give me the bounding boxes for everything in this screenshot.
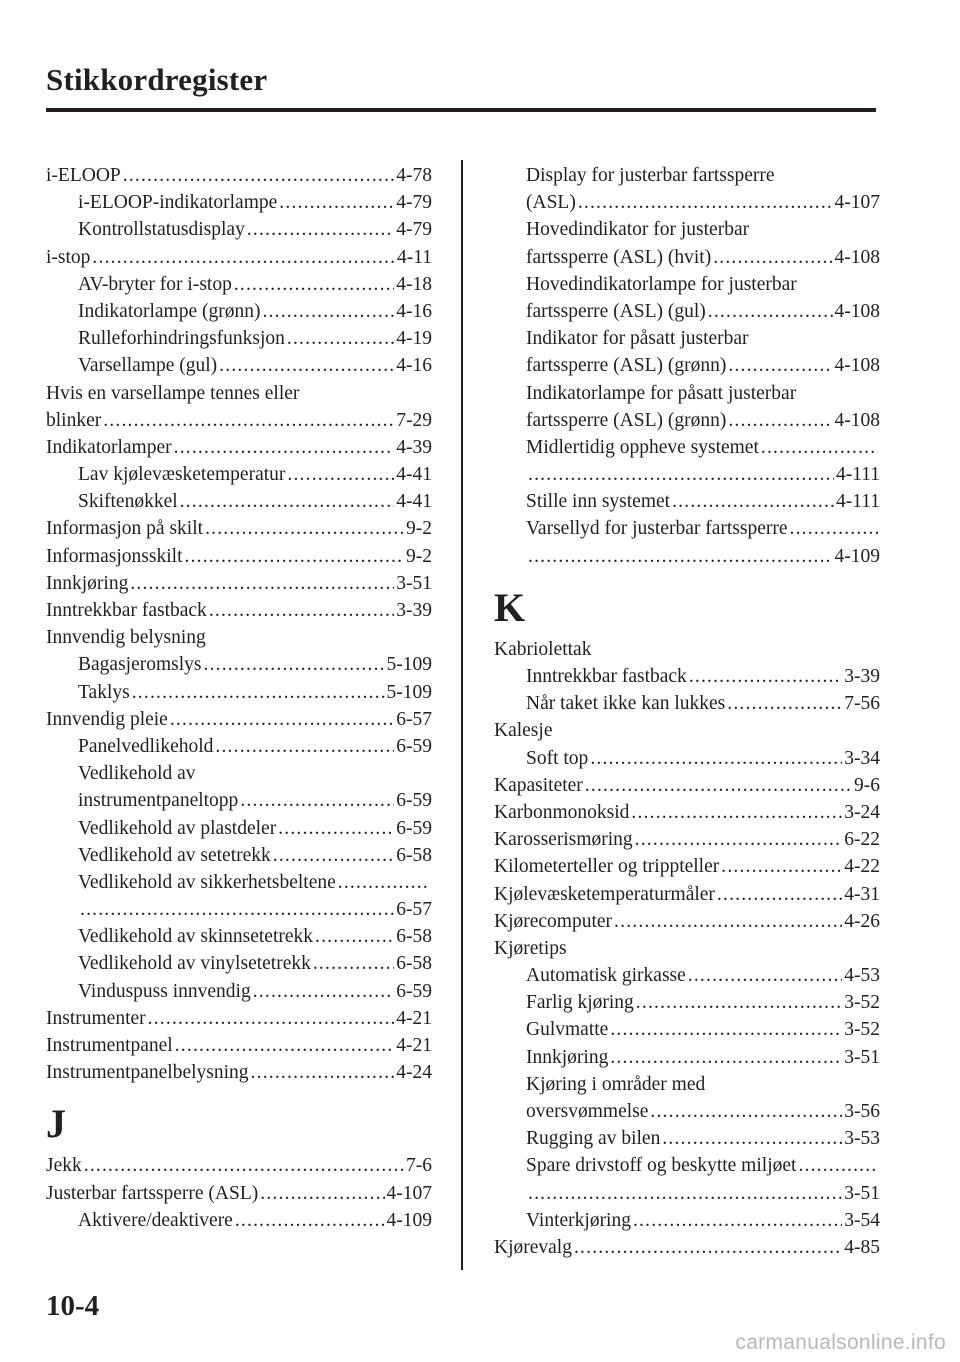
index-subentry <box>46 896 432 923</box>
dot-leader <box>761 434 878 461</box>
dot-leader <box>219 352 394 379</box>
index-entry <box>494 881 880 908</box>
dot-leader <box>631 799 842 826</box>
entry-text: Automatisk girkasse <box>526 965 686 987</box>
index-entry <box>494 826 880 853</box>
dot-leader <box>123 162 395 189</box>
page-reference: 5-109 <box>386 654 432 676</box>
index-entry <box>494 935 880 962</box>
dot-leader <box>203 651 384 678</box>
page-reference: 7-56 <box>844 693 880 715</box>
index-entry <box>46 1180 432 1207</box>
entry-text: Lav kjølevæsketemperatur <box>78 464 286 486</box>
index-subentry <box>494 962 880 989</box>
dot-leader <box>713 244 832 271</box>
page-reference: 4-39 <box>396 436 432 458</box>
index-entry <box>46 1032 432 1059</box>
page-reference: 3-34 <box>844 747 880 769</box>
page-reference: 9-2 <box>406 545 432 567</box>
page-number: 10-4 <box>46 1290 100 1322</box>
index-entry <box>494 636 880 663</box>
entry-text: Når taket ikke kan lukkes <box>526 693 726 715</box>
index-subentry <box>46 950 432 977</box>
dot-leader <box>790 515 878 542</box>
entry-text: Varsellampe (gul) <box>78 355 218 377</box>
page-reference: 3-39 <box>844 666 880 687</box>
dot-leader <box>528 543 833 570</box>
entry-text: Hovedindikator for justerbar <box>526 219 750 241</box>
entry-text: Midlertidig oppheve systemet <box>526 436 759 458</box>
index-entry <box>46 543 432 570</box>
index-letter-heading: J <box>46 1101 66 1147</box>
dot-leader <box>728 407 832 434</box>
page-reference: 4-31 <box>844 883 880 905</box>
dot-leader <box>251 1059 395 1086</box>
entry-text: Indikator for påsatt justerbar <box>526 328 749 350</box>
page-reference: 4-26 <box>844 910 880 932</box>
entry-text: i-ELOOP-indikatorlampe <box>78 192 278 214</box>
entry-text: Instrumentpanelbelysning <box>46 1062 249 1084</box>
dot-leader <box>205 515 404 542</box>
dot-leader <box>528 1180 842 1207</box>
index-subentry <box>46 651 432 678</box>
entry-text: Kjøring i områder med <box>526 1073 706 1095</box>
page-reference: 6-58 <box>396 844 432 866</box>
page-reference: 4-24 <box>396 1062 432 1084</box>
dot-leader <box>315 923 394 950</box>
index-subentry <box>494 434 880 461</box>
page-reference: 4-53 <box>844 965 880 987</box>
page-reference: 4-109 <box>386 1209 432 1231</box>
dot-leader <box>688 962 842 989</box>
page-reference: 6-58 <box>396 953 432 975</box>
index-entry <box>46 1059 432 1086</box>
index-entry <box>494 1234 880 1261</box>
entry-text: Instrumenter <box>46 1007 146 1029</box>
page-reference: 4-16 <box>396 355 432 377</box>
entry-text: Kjølevæsketemperaturmåler <box>494 883 715 905</box>
index-subentry <box>494 271 880 298</box>
index-subentry <box>494 325 880 352</box>
index-subentry <box>494 745 880 772</box>
index-subentry <box>494 352 880 379</box>
entry-text: Kalesje <box>494 720 553 742</box>
index-entry <box>46 1152 432 1179</box>
entry-text: Kapasiteter <box>494 774 583 796</box>
dot-leader <box>148 1005 395 1032</box>
page-reference: 4-41 <box>396 464 432 486</box>
dot-leader <box>313 950 394 977</box>
page-reference: 4-108 <box>834 246 880 268</box>
index-subentry <box>46 679 432 706</box>
dot-leader <box>92 244 395 271</box>
dot-leader <box>650 1098 842 1125</box>
page-reference: 6-59 <box>396 735 432 757</box>
index-subentry <box>46 787 432 814</box>
index-column-left <box>46 162 432 1234</box>
entry-text: Taklys <box>78 681 130 703</box>
index-subentry <box>494 461 880 488</box>
index-subentry <box>494 1207 880 1234</box>
entry-text: Innvendig belysning <box>46 627 206 649</box>
entry-text: fartssperre (ASL) (gul) <box>526 300 706 322</box>
dot-leader <box>130 570 394 597</box>
dot-leader <box>614 908 842 935</box>
index-subentry <box>46 216 432 243</box>
dot-leader <box>234 271 394 298</box>
entry-text: i-ELOOP <box>46 165 121 186</box>
dot-leader <box>235 1207 385 1234</box>
index-subentry <box>494 543 880 570</box>
page-reference: 4-21 <box>396 1007 432 1029</box>
page-reference: 6-58 <box>396 926 432 948</box>
entry-text: Vedlikehold av sikkerhetsbeltene <box>78 871 336 893</box>
index-letter-heading: K <box>494 584 526 630</box>
entry-text: fartssperre (ASL) (grønn) <box>526 409 727 431</box>
entry-text: AV-bryter for i-stop <box>78 273 232 295</box>
entry-text: (ASL) <box>526 192 576 214</box>
index-subentry <box>46 733 432 760</box>
entry-text: instrumentpaneltopp <box>78 790 239 812</box>
page-reference: 6-59 <box>396 790 432 812</box>
entry-text: Jekk <box>46 1155 82 1177</box>
page-reference: 4-19 <box>396 328 432 350</box>
entry-text: Vedlikehold av skinnsetetrekk <box>78 926 314 948</box>
index-entry <box>46 624 432 651</box>
index-entry <box>46 570 432 597</box>
entry-text: Inntrekkbar fastback <box>526 666 687 687</box>
entry-text: Spare drivstoff og beskytte miljøet <box>526 1155 797 1177</box>
dot-leader <box>689 663 842 690</box>
dot-leader <box>253 978 395 1005</box>
page-reference: 4-18 <box>396 273 432 295</box>
index-column-right <box>494 162 880 1261</box>
dot-leader <box>728 352 832 379</box>
dot-leader <box>662 1125 842 1152</box>
index-entry <box>494 908 880 935</box>
page-reference: 4-108 <box>834 409 880 431</box>
page-reference: 4-78 <box>396 165 432 186</box>
dot-leader <box>727 690 842 717</box>
dot-leader <box>175 1032 395 1059</box>
index-entry <box>46 162 432 189</box>
dot-leader <box>578 189 833 216</box>
entry-text: Skiftenøkkel <box>78 491 178 513</box>
dot-leader <box>209 597 394 624</box>
index-subentry <box>494 663 880 690</box>
index-entry <box>494 799 880 826</box>
entry-text: Kjørevalg <box>494 1236 572 1258</box>
page-reference: 4-41 <box>396 491 432 513</box>
dot-leader <box>247 216 394 243</box>
dot-leader <box>273 842 394 869</box>
dot-leader <box>717 881 842 908</box>
entry-text: oversvømmelse <box>526 1101 649 1122</box>
index-subentry <box>494 380 880 407</box>
dot-leader <box>798 1152 878 1179</box>
page-reference: 3-51 <box>844 1046 880 1068</box>
index-entry <box>46 244 432 271</box>
index-subentry <box>494 1125 880 1152</box>
page-reference: 3-39 <box>396 600 432 621</box>
index-entry <box>494 853 880 880</box>
dot-leader <box>708 298 833 325</box>
index-subentry <box>494 162 880 189</box>
entry-text: Aktivere/deaktivere <box>78 1209 233 1231</box>
entry-text: Vinterkjøring <box>526 1209 631 1231</box>
index-subentry <box>46 869 432 896</box>
dot-leader <box>574 1234 842 1261</box>
index-subentry <box>494 989 880 1016</box>
entry-text: Indikatorlampe for påsatt justerbar <box>526 382 797 404</box>
index-subentry <box>494 1044 880 1071</box>
dot-leader <box>278 815 394 842</box>
entry-text: fartssperre (ASL) (grønn) <box>526 355 727 377</box>
dot-leader <box>80 896 394 923</box>
index-subentry <box>46 815 432 842</box>
dot-leader <box>635 826 843 853</box>
watermark: carmanualsonline.info <box>735 1331 946 1354</box>
dot-leader <box>338 869 430 896</box>
entry-text: blinker <box>46 409 102 431</box>
entry-text: Varsellyd for justerbar fartssperre <box>526 518 788 540</box>
index-entry <box>46 380 432 407</box>
entry-text: Innvendig pleie <box>46 708 168 730</box>
dot-leader <box>180 488 395 515</box>
dot-leader <box>610 1044 842 1071</box>
page-reference: 3-53 <box>844 1128 880 1150</box>
dot-leader <box>279 189 394 216</box>
index-entry <box>46 706 432 733</box>
entry-text: Vedlikehold av plastdeler <box>78 817 277 839</box>
dot-leader <box>132 679 385 706</box>
dot-leader <box>610 1016 842 1043</box>
page-reference: 3-52 <box>844 1019 880 1041</box>
dot-leader <box>287 461 394 488</box>
entry-text: Justerbar fartssperre (ASL) <box>46 1182 259 1204</box>
index-subentry <box>494 298 880 325</box>
page-reference: 9-2 <box>406 518 432 540</box>
index-entry <box>46 407 432 434</box>
entry-text: Indikatorlampe (grønn) <box>78 300 261 322</box>
page-reference: 4-111 <box>835 464 880 486</box>
dot-leader <box>633 1207 842 1234</box>
index-entry <box>494 772 880 799</box>
index-entry <box>46 597 432 624</box>
index-subentry <box>46 325 432 352</box>
index-subentry <box>46 488 432 515</box>
entry-text: Farlig kjøring <box>526 992 634 1014</box>
entry-text: Rugging av bilen <box>526 1128 661 1150</box>
index-subentry <box>46 978 432 1005</box>
page-reference: 6-57 <box>396 708 432 730</box>
page-reference: 6-22 <box>844 829 880 851</box>
dot-leader <box>585 772 852 799</box>
index-subentry <box>46 1207 432 1234</box>
entry-text: Informasjonsskilt <box>46 545 183 567</box>
page-reference: 6-59 <box>396 817 432 839</box>
entry-text: Instrumentpanel <box>46 1035 173 1056</box>
page-reference: 6-57 <box>396 899 432 921</box>
index-subentry <box>46 298 432 325</box>
page-reference: 4-11 <box>396 246 432 268</box>
dot-leader <box>721 853 842 880</box>
entry-text: Informasjon på skilt <box>46 518 204 540</box>
dot-leader <box>262 298 394 325</box>
page-reference: 4-107 <box>834 192 880 214</box>
entry-text: Kjøretips <box>494 937 567 959</box>
entry-text: i-stop <box>46 246 91 268</box>
dot-leader <box>672 488 834 515</box>
index-entry <box>46 515 432 542</box>
dot-leader <box>185 543 405 570</box>
entry-text: Karbonmonoksid <box>494 801 630 823</box>
dot-leader <box>170 706 394 733</box>
page-reference: 3-51 <box>844 1182 880 1204</box>
dot-leader <box>260 1180 384 1207</box>
entry-text: Rulleforhindringsfunksjon <box>78 328 285 350</box>
page-reference: 3-54 <box>844 1209 880 1231</box>
entry-text: Innkjøring <box>526 1046 609 1068</box>
page-reference: 7-29 <box>396 409 432 431</box>
entry-text: Karosserismøring <box>494 829 633 851</box>
page-reference: 5-109 <box>386 681 432 703</box>
index-subentry <box>494 1180 880 1207</box>
dot-leader <box>590 745 842 772</box>
entry-text: Vinduspuss innvendig <box>78 980 251 1002</box>
page-reference: 9-6 <box>854 774 880 796</box>
entry-text: Vedlikehold av <box>78 763 196 785</box>
page-reference: 3-51 <box>396 572 432 594</box>
page-reference: 7-6 <box>406 1155 432 1177</box>
index-subentry <box>494 216 880 243</box>
page-reference: 4-16 <box>396 300 432 322</box>
entry-text: Hvis en varsellampe tennes eller <box>46 382 300 404</box>
page-reference: 4-21 <box>396 1035 432 1056</box>
dot-leader <box>103 407 394 434</box>
index-subentry <box>494 1071 880 1098</box>
index-subentry <box>494 690 880 717</box>
page-reference: 4-111 <box>835 491 880 513</box>
column-divider <box>461 160 463 1270</box>
dot-leader <box>215 733 394 760</box>
dot-leader <box>240 787 394 814</box>
entry-text: Vedlikehold av vinylsetetrekk <box>78 953 311 975</box>
page-reference: 4-108 <box>834 355 880 377</box>
index-entry <box>46 1005 432 1032</box>
page-reference: 3-52 <box>844 992 880 1014</box>
index-entry <box>494 717 880 744</box>
entry-text: Soft top <box>526 747 589 769</box>
page-reference: 4-108 <box>834 300 880 322</box>
page-title: Stikkordregister <box>46 62 268 97</box>
page-reference: 6-59 <box>396 980 432 1002</box>
index-subentry <box>494 1152 880 1179</box>
dot-leader <box>84 1152 404 1179</box>
entry-text: Indikatorlamper <box>46 436 172 458</box>
entry-text: Panelvedlikehold <box>78 735 214 757</box>
entry-text: Display for justerbar fartssperre <box>526 165 775 186</box>
entry-text: Vedlikehold av setetrekk <box>78 844 271 866</box>
entry-text: Kilometerteller og trippteller <box>494 856 720 878</box>
index-subentry <box>46 271 432 298</box>
entry-text: Gulvmatte <box>526 1019 609 1041</box>
index-subentry <box>494 244 880 271</box>
index-entry <box>46 434 432 461</box>
entry-text: Bagasjeromslys <box>78 654 202 676</box>
page-reference: 4-22 <box>844 856 880 878</box>
index-subentry <box>46 461 432 488</box>
page-reference: 4-85 <box>844 1236 880 1258</box>
page-reference: 4-79 <box>396 219 432 241</box>
index-subentry <box>494 1098 880 1125</box>
page-reference: 4-79 <box>396 192 432 214</box>
index-subentry <box>46 760 432 787</box>
index-subentry <box>46 352 432 379</box>
index-subentry <box>494 515 880 542</box>
dot-leader <box>287 325 394 352</box>
index-subentry <box>46 923 432 950</box>
index-subentry <box>494 488 880 515</box>
index-subentry <box>494 407 880 434</box>
dot-leader <box>636 989 842 1016</box>
entry-text: Innkjøring <box>46 572 129 594</box>
index-subentry <box>494 189 880 216</box>
entry-text: Inntrekkbar fastback <box>46 600 207 621</box>
entry-text: fartssperre (ASL) (hvit) <box>526 246 712 268</box>
page-reference: 3-24 <box>844 801 880 823</box>
entry-text: Kabriolettak <box>494 638 592 660</box>
header-rule <box>46 108 876 112</box>
page-reference: 4-109 <box>834 545 880 567</box>
dot-leader <box>528 461 834 488</box>
entry-text: Stille inn systemet <box>526 491 671 513</box>
index-subentry <box>46 842 432 869</box>
entry-text: Kontrollstatusdisplay <box>78 219 245 241</box>
dot-leader <box>174 434 395 461</box>
page-reference: 3-56 <box>844 1101 880 1122</box>
index-subentry <box>494 1016 880 1043</box>
page-reference: 4-107 <box>386 1182 432 1204</box>
entry-text: Hovedindikatorlampe for justerbar <box>526 273 797 295</box>
entry-text: Kjørecomputer <box>494 910 613 932</box>
index-subentry <box>46 189 432 216</box>
